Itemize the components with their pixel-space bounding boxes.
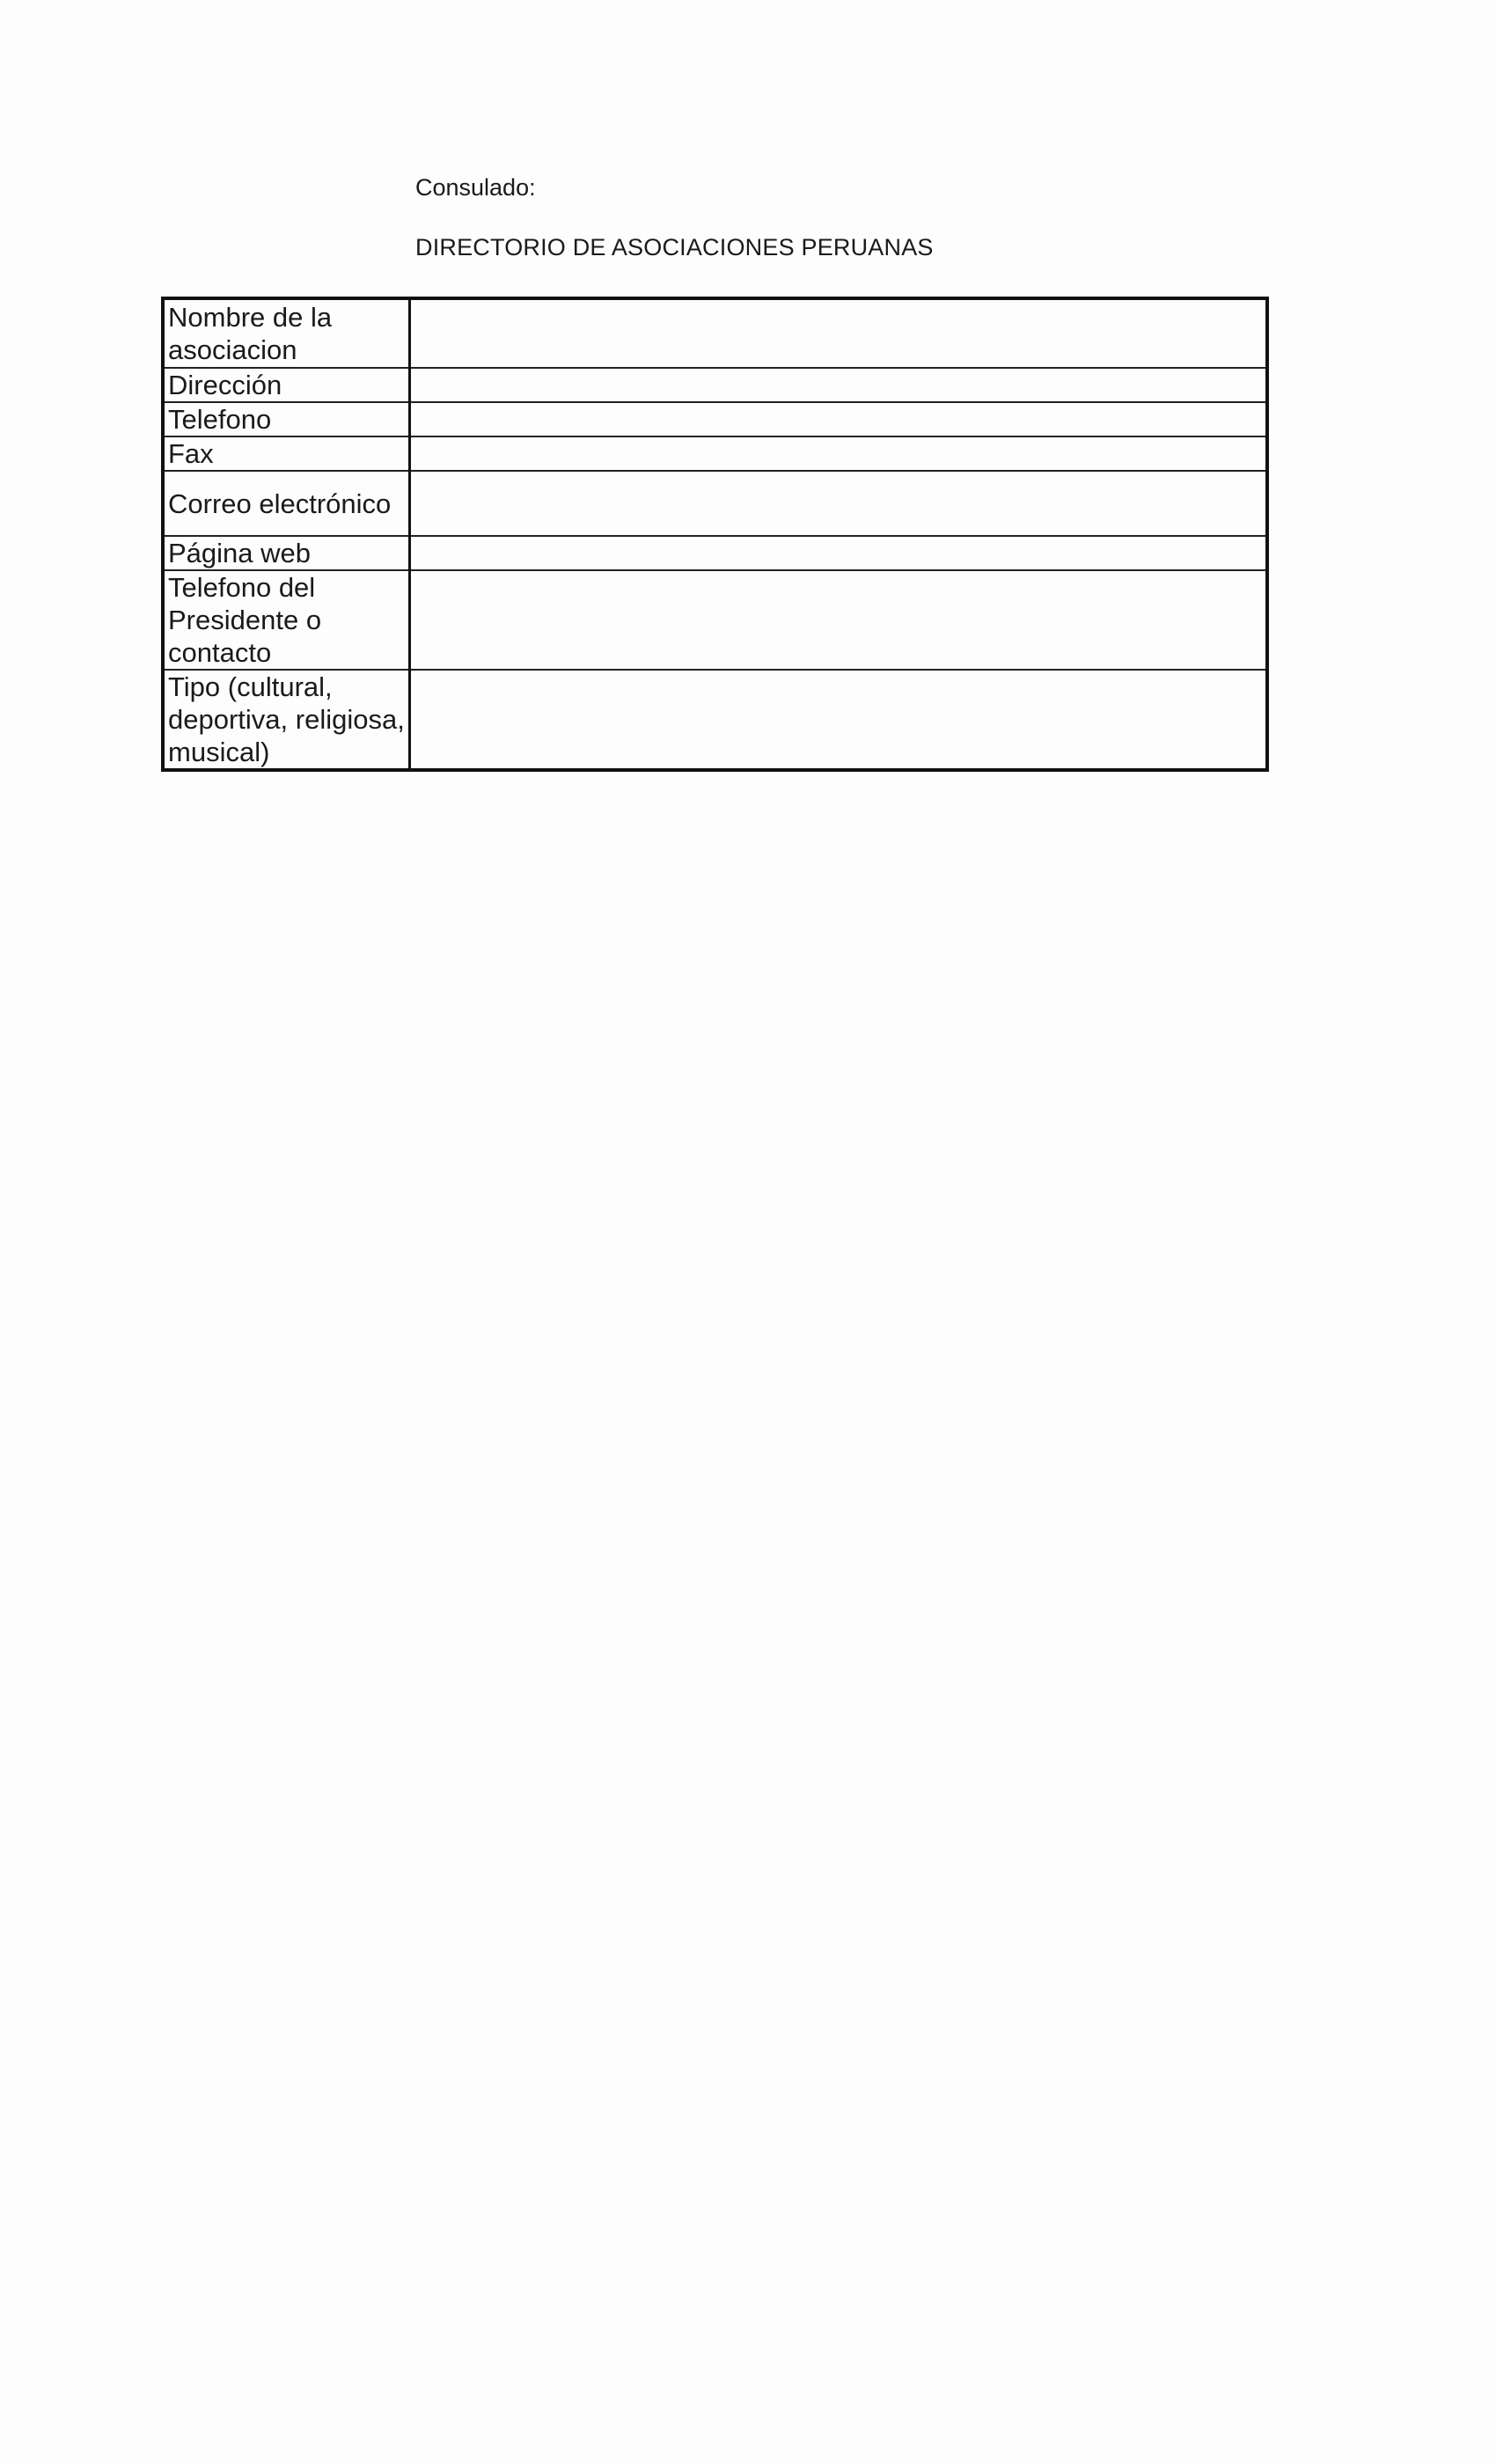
- form-row-direccion: [163, 368, 1267, 402]
- form-row-telefono-presidente: [163, 570, 1267, 670]
- field-label-pagina-web: Página web: [163, 536, 409, 570]
- field-value-nombre[interactable]: [409, 298, 1267, 368]
- field-label-telefono: Telefono: [163, 402, 409, 436]
- field-label-telefono-presidente: Telefono del Presidente o contacto: [163, 570, 409, 670]
- field-label-direccion: Dirección: [163, 368, 409, 402]
- field-value-fax[interactable]: [409, 436, 1267, 471]
- form-row-tipo: [163, 670, 1267, 770]
- form-row-nombre: [163, 298, 1267, 368]
- consulado-label: Consulado:: [415, 174, 536, 201]
- form-row-correo: [163, 471, 1267, 536]
- field-value-telefono[interactable]: [409, 402, 1267, 436]
- field-value-telefono-presidente[interactable]: [409, 570, 1267, 670]
- field-label-nombre: Nombre de la asociacion: [163, 298, 409, 368]
- field-value-tipo[interactable]: [409, 670, 1267, 770]
- form-row-pagina-web: [163, 536, 1267, 570]
- document-title: DIRECTORIO DE ASOCIACIONES PERUANAS: [415, 234, 934, 260]
- field-value-direccion[interactable]: [409, 368, 1267, 402]
- field-value-correo[interactable]: [409, 471, 1267, 536]
- field-label-correo: Correo electrónico: [163, 471, 409, 536]
- association-directory-form: [161, 297, 1269, 772]
- form-row-telefono: [163, 402, 1267, 436]
- field-value-pagina-web[interactable]: [409, 536, 1267, 570]
- field-label-fax: Fax: [163, 436, 409, 471]
- field-label-tipo: Tipo (cultural, deportiva, religiosa, musical): [163, 670, 409, 770]
- form-row-fax: [163, 436, 1267, 471]
